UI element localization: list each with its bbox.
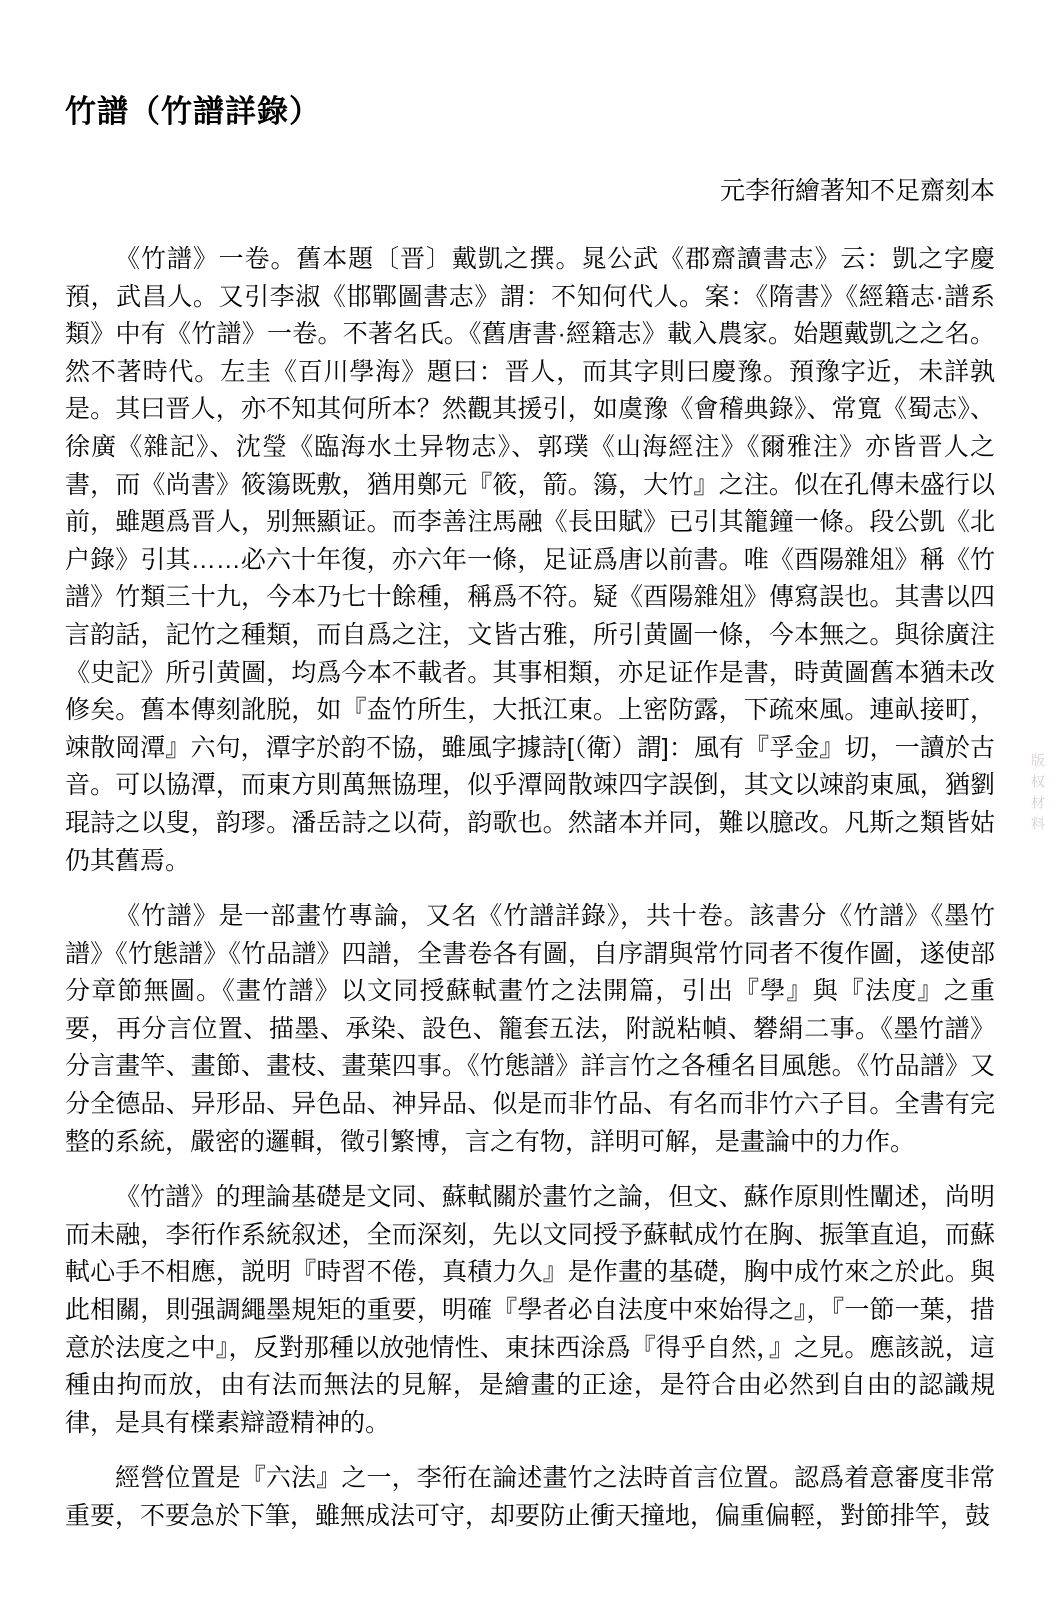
page-title: 竹譜（竹譜詳錄） — [65, 94, 321, 129]
paragraph-theory: 《竹譜》的理論基礎是文同、蘇軾關於畫竹之論，但文、蘇作原則性闡述，尚明而未融，李衎作系統叙述，全而深刻，先以文同授予蘇軾成竹在胸、振筆直追，而蘇軾心手不相應，説明『時習不倦，真積力久』是作畫的基礎，胸中成竹來之於此。與此相關，則强調繩墨規矩的重要，明確『學者必自法度中來始得之』，『一節一葉，措意於法度之中』，反對那種以放弛情性、東抹西涂爲『得乎自然，』之見。應該説，這種由拘而放，由有法而無法的見解，是繪畫的正途，是符合由必然到自由的認識規律，是具有檏素辯證精神的。 — [65, 1183, 995, 1437]
byline: 元李衎繪著知不足齋刻本 — [719, 177, 995, 205]
document-content — [0, 86, 1061, 1536]
paragraph-composition: 經營位置是『六法』之一，李衎在論述畫竹之法時首言位置。認爲着意審度非常重要，不要急於下筆，雖無成法可守，却要防止衝天撞地，偏重偏輕，對節排竿，鼓 — [65, 1464, 995, 1530]
document-body — [65, 241, 995, 1536]
paragraph-overview: 《竹譜》是一部畫竹專論，又名《竹譜詳錄》，共十卷。該書分《竹譜》《墨竹譜》《竹態譜》《竹品譜》四譜，全書卷各有圖，自序謂與常竹同者不復作圖，遂使部分章節無圖。《畫竹譜》以文同授蘇軾畫竹之法開篇，引出『學』與『法度』之重要，再分言位置、描墨、承染、設色、籠套五法，附説粘幀、礬絹二事。《墨竹譜》分言畫竿、畫節、畫枝、畫葉四事。《竹態譜》詳言竹之各種名目風態。《竹品譜》又分全德品、异形品、异色品、神异品、似是而非竹品、有名而非竹六子目。全書有完整的系統，嚴密的邏輯，徵引繁博，言之有物，詳明可解，是畫論中的力作。 — [65, 902, 995, 1156]
paragraph-bibliographic-note: 《竹譜》一卷。舊本題〔晋〕戴凱之撰。晁公武《郡齋讀書志》云：凱之字慶預，武昌人。又引李淑《邯鄲圖書志》謂：不知何代人。案：《隋書》《經籍志·譜系類》中有《竹譜》一卷。不著名氏。《舊唐書·經籍志》載入農家。始題戴凱之之名。然不著時代。左圭《百川學海》題曰：晋人，而其字則曰慶豫。預豫字近，未詳孰是。其曰晋人，亦不知其何所本？然觀其援引，如虞豫《會稽典錄》、常寬《蜀志》、徐廣《雜記》、沈瑩《臨海水土异物志》、郭璞《山海經注》《爾雅注》亦皆晋人之書，而《尚書》筱簜既敷，猶用鄭元『筱，箭。簜，大竹』之注。似在孔傳未盛行以前，雖題爲晋人，别無顯证。而李善注馬融《長田賦》已引其籠鐘一條。段公凱《北户錄》引其……必六十年復，亦六年一條，足证爲唐以前書。唯《酉陽雜俎》稱《竹譜》竹類三十九，今本乃七十餘種，稱爲不符。疑《酉陽雜俎》傳寫誤也。其書以四言韵話，記竹之種類，而自爲之注，文皆古雅，所引黄圖一條，今本無之。與徐廣注《史記》所引黄圖，均爲今本不載者。其事相類，亦足证作是書，時黄圖舊本猶未改修矣。舊本傳刻訛脱，如『盇竹所生，大扺江東。上密防露，下疏來風。連畒接町，竦散岡潭』六句，潭字於韵不協，雖風字據詩[（衛）謂]：風有『孚金』切，一讀於古音。可以協潭，而東方則萬無協理，似乎潭岡散竦四字誤倒，其文以竦韵東風，猶劉琨詩之以叟，韵璆。潘岳詩之以荷，韵歌也。然諸本并同，難以臆改。凡斯之類皆姑仍其舊焉。 — [65, 245, 995, 875]
copyright-watermark: 版权材料 — [1030, 753, 1046, 837]
